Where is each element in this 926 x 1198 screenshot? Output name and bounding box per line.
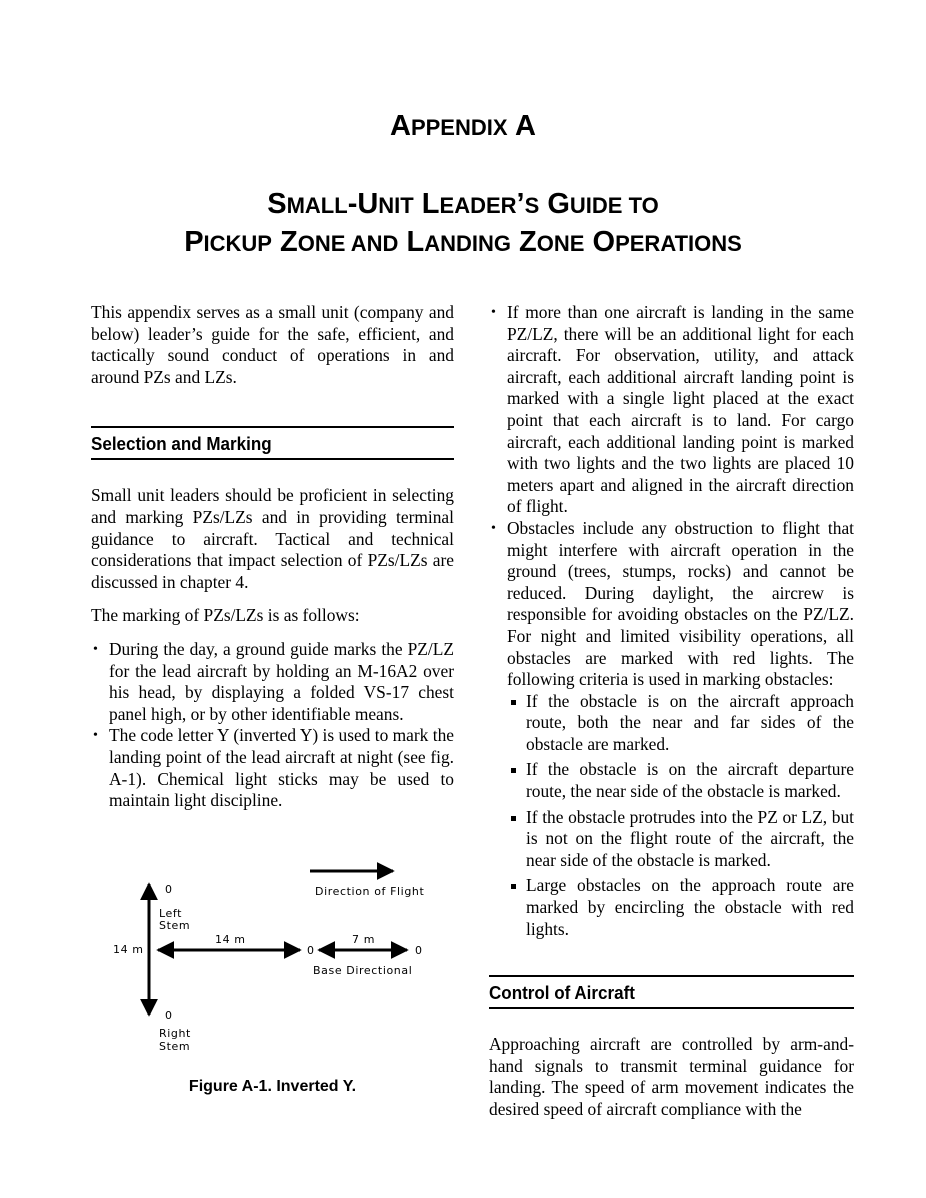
left-stem-label-1: Left <box>159 907 183 920</box>
section-heading-control: Control of Aircraft <box>489 975 854 1009</box>
direction-label: Direction of Flight <box>315 885 425 898</box>
section-heading-selection: Selection and Marking <box>91 426 454 460</box>
horizontal-distance-7: 7 m <box>352 933 376 946</box>
list-item: • The code letter Y (inverted Y) is used to mark the landing point of the lead aircraft at night (see fig. A-1). Chemical light sticks may be used to maintain light discipline. <box>91 725 454 811</box>
appendix-heading: APPENDIX A <box>389 110 536 142</box>
title-line-2: PICKUP ZONE AND LANDING ZONE OPERATIONS <box>184 226 742 258</box>
base-light-2: 0 <box>415 944 423 957</box>
right-column <box>489 302 854 1121</box>
left-stem-light: 0 <box>165 883 173 896</box>
right-list <box>489 302 854 940</box>
list-item: If the obstacle is on the aircraft departure route, the near side of the obstacle is marked. <box>507 759 854 802</box>
marking-intro: The marking of PZs/LZs is as follows: <box>91 605 360 626</box>
list-item: • Obstacles include any obstruction to flight that might interfere with aircraft operation in the ground (trees, stumps, rocks) and cannot be reduced. During daylight, the aircrew is responsible for avoiding obstacles on the PZ/LZ. For night and limited visibility operations, all obstacles are marked with red lights. The following criteria is used in marking obstacles: If the obstacle is on the aircraft approach route, both the near and far sides of the obstacle are marked. If the obstacle is on the aircraft departure route, the near side of the obstacle is marked. If the obstacle protrudes into the PZ or LZ, but is not on the flight route of the aircraft, the near side of the obstacle is marked. Large obstacles on the approach route are marked by encircling the obstacle with red lights. <box>489 518 854 940</box>
base-directional-label: Base Directional <box>313 964 413 977</box>
list-item: If the obstacle is on the aircraft approach route, both the near and far sides of the obstacle are marked. <box>507 691 854 756</box>
list-item: If the obstacle protrudes into the PZ or LZ, but is not on the flight route of the aircraft, the near side of the obstacle is marked. <box>507 807 854 872</box>
figure-caption: Figure A-1. Inverted Y. <box>188 1078 357 1095</box>
horizontal-distance-14: 14 m <box>215 933 246 946</box>
intro-paragraph: This appendix serves as a small unit (company and below) leader’s guide for the safe, efficient, and tactically sound conduct of operations in and around PZs and LZs. <box>91 302 454 387</box>
obstacle-criteria-list <box>507 691 854 941</box>
list-item: • During the day, a ground guide marks the PZ/LZ for the lead aircraft by holding an M-16A2 over his head, by displaying a folded VS-17 chest panel high, or by other identifiable means. <box>91 639 454 725</box>
right-stem-label-1: Right <box>159 1027 191 1040</box>
selection-paragraph: Small unit leaders should be proficient in selecting and marking PZs/LZs and in providing terminal guidance to aircraft. Tactical and technical considerations that impact selection of PZs/LZs are discussed in chapter 4. <box>91 485 454 592</box>
list-item: Large obstacles on the approach route are marked by encircling the obstacle with red lights. <box>507 875 854 940</box>
list-item: • If more than one aircraft is landing in the same PZ/LZ, there will be an additional light for each aircraft. For observation, utility, and attack aircraft, each additional aircraft landing point is marked with a single light placed at the exact point that each aircraft is to land. For cargo aircraft, each additional landing point is marked with two lights and the two lights are placed 10 meters apart and aligned in the aircraft direction of flight. <box>489 302 854 518</box>
left-stem-label-2: Stem <box>159 919 191 932</box>
base-light-1: 0 <box>307 944 315 957</box>
vertical-distance-label: 14 m <box>113 943 144 956</box>
control-paragraph: Approaching aircraft are controlled by arm-and-hand signals to transmit terminal guidance for landing. The speed of arm movement indicates the desired speed of aircraft compliance with the <box>489 1034 854 1119</box>
right-stem-light: 0 <box>165 1009 173 1022</box>
title-line-1: SMALL-UNIT LEADER’S GUIDE TO <box>267 188 659 220</box>
right-stem-label-2: Stem <box>159 1040 191 1053</box>
